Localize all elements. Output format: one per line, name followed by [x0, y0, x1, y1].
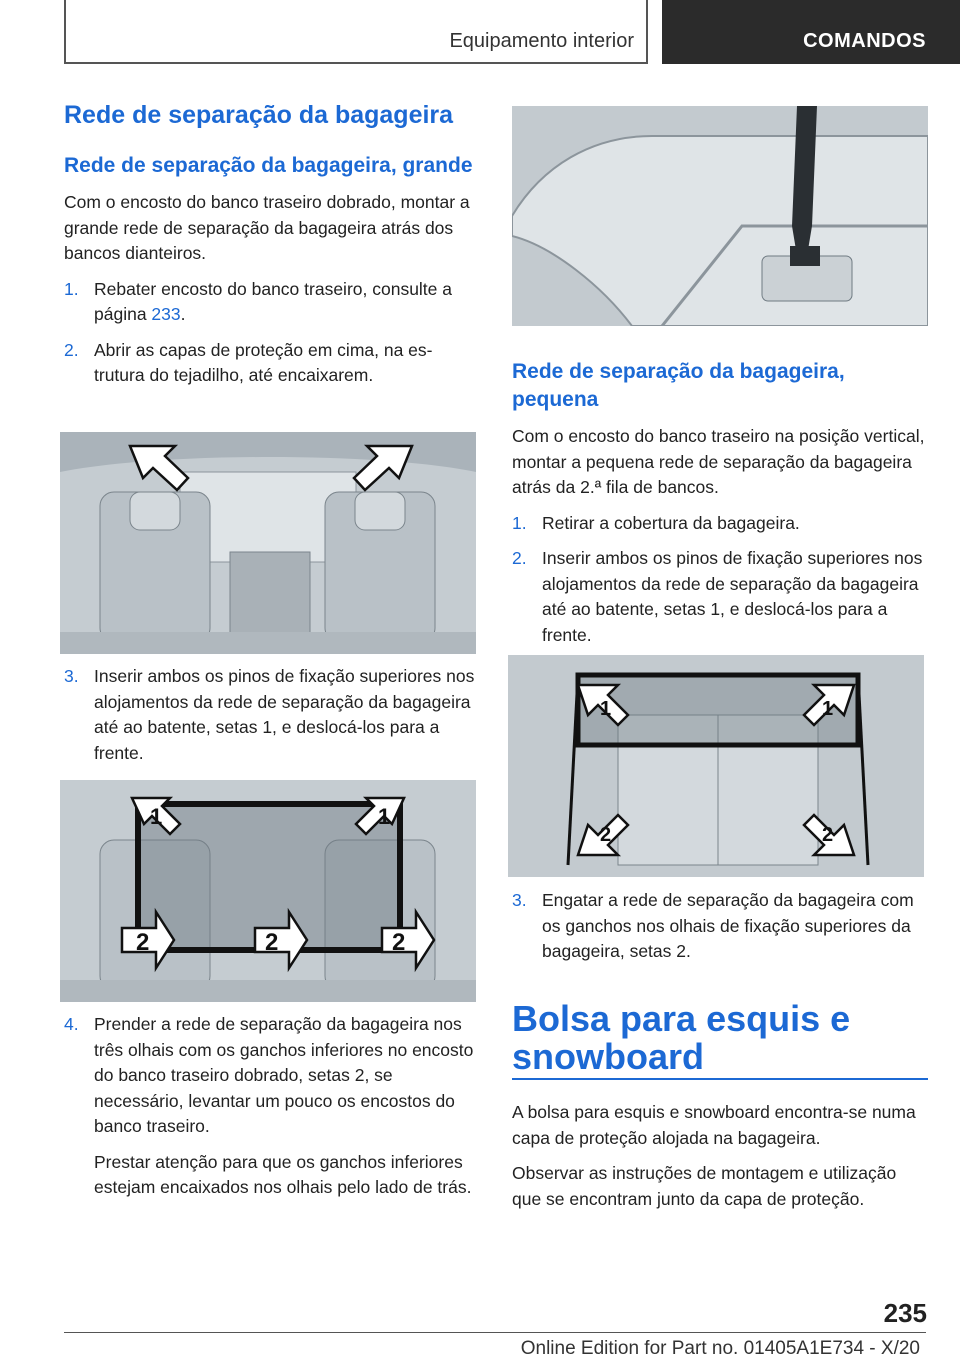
- footer-edition: Online Edition for Part no. 01405A1E734 - X/20: [520, 1338, 920, 1359]
- step-text: Inserir ambos os pinos de fixação superiores nos alojamentos da rede de separação da bagageira até ao batente, setas 1, e deslocá-los para a frente.: [542, 548, 923, 645]
- left-step4-block: [64, 1012, 476, 1211]
- header-section-box: [64, 0, 648, 64]
- fig4-label-2a: 2: [600, 824, 612, 846]
- fig2-label-1b: 1: [378, 804, 391, 829]
- fig2-label-2b: 2: [265, 929, 279, 956]
- small-step-3: [512, 888, 928, 965]
- step-text: Retirar a cobertura da bagageira.: [542, 512, 800, 533]
- step-4: [64, 1012, 476, 1140]
- step-text: Engatar a rede de separação da bagageira com os ganchos nos olhais de fixação superiores da bagageira, setas 2.: [542, 890, 914, 961]
- fig2-label-1a: 1: [150, 804, 163, 829]
- cabin-illustration: [60, 432, 476, 654]
- note-hooks: Prestar atenção para que os ganchos inferiores estejam encaixados nos olhais pelo lado de trás.: [94, 1151, 472, 1197]
- section-title: Rede de separação da bagageira: [64, 101, 454, 129]
- step-number: 2.: [64, 339, 79, 360]
- step-number: 1.: [512, 512, 527, 533]
- step-number: 4.: [64, 1014, 79, 1034]
- figure-small-net: [508, 655, 924, 877]
- right-step3-block: [512, 888, 928, 975]
- step-number: 2.: [512, 548, 527, 568]
- figure-roof-mount: [512, 106, 928, 326]
- page-number: 235: [883, 1298, 927, 1328]
- small-net-illustration: [508, 655, 924, 877]
- step-1: [64, 277, 476, 328]
- right-small-net-block: [512, 358, 928, 658]
- small-step-1: [512, 511, 928, 537]
- step-suffix: .: [180, 304, 186, 324]
- ski-bag-para-2: Observar as instruções de montagem e utilização que se encontram junto da capa de proteção.: [512, 1163, 897, 1209]
- left-step3-block: [64, 664, 476, 776]
- fig4-label-2b: 2: [822, 824, 834, 846]
- large-net-illustration: [60, 780, 476, 1002]
- page-link[interactable]: 233: [151, 304, 181, 324]
- footer-rule: [64, 1332, 926, 1333]
- fig2-label-2a: 2: [136, 929, 150, 956]
- step-number: 1.: [64, 278, 79, 299]
- intro-large-net: Com o encosto do banco traseiro dobrado, montar a grande rede de separação da bagageira atrás dos bancos dianteiros.: [64, 192, 470, 263]
- figure-large-net: [60, 780, 476, 1002]
- step-number: 3.: [512, 890, 527, 910]
- ski-bag-para-1: A bolsa para esquis e snowboard encontra-se numa capa de proteção alojada na bagageira.: [512, 1102, 916, 1148]
- header-chapter-box: [662, 0, 960, 64]
- step-number: 3.: [64, 666, 79, 686]
- step-text: Abrir as capas de proteção em cima, na estrutura do tejadilho, até encaixarem.: [94, 339, 433, 385]
- step-text: Rebater encosto do banco traseiro, consulte a página: [94, 278, 452, 324]
- roof-mount-illustration: [512, 106, 928, 326]
- title-underline: [512, 1078, 928, 1080]
- small-step-2: [512, 546, 928, 648]
- ski-bag-text-block: [512, 1100, 928, 1222]
- ski-bag-title: Bolsa para esquis e snowboard: [512, 998, 851, 1077]
- header-section-title: Equipamento interior: [449, 30, 634, 52]
- step-text: Inserir ambos os pinos de fixação superiores nos alojamentos da rede de separação da bagageira até ao batente, setas 1, e deslocá-los para a frente.: [94, 666, 475, 763]
- fig2-label-2c: 2: [392, 929, 406, 956]
- intro-small-net: Com o encosto do banco traseiro na posição vertical, montar a pequena rede de separação da bagageira atrás da 2.ª fila de bancos.: [512, 426, 925, 497]
- figure-cabin-arrows: [60, 432, 476, 654]
- ski-bag-title-block: [512, 1000, 928, 1076]
- fig4-label-1b: 1: [822, 698, 834, 720]
- fig4-label-1a: 1: [600, 698, 612, 720]
- step-text: Prender a rede de separação da bagageira nos três olhais com os ganchos inferiores no encosto do banco traseiro dobrado, setas 2, se necessário, levantar um pouco os encostos do banco traseiro.: [94, 1014, 474, 1136]
- subsection-title-large-net: Rede de separação da bagageira, grande: [64, 154, 473, 177]
- step-3: [64, 664, 476, 766]
- step-2: [64, 338, 476, 389]
- subsection-title-small-net: Rede de separação da bagageira, pequena: [512, 360, 845, 411]
- header-chapter-title: COMANDOS: [803, 30, 926, 52]
- left-column: [64, 100, 476, 399]
